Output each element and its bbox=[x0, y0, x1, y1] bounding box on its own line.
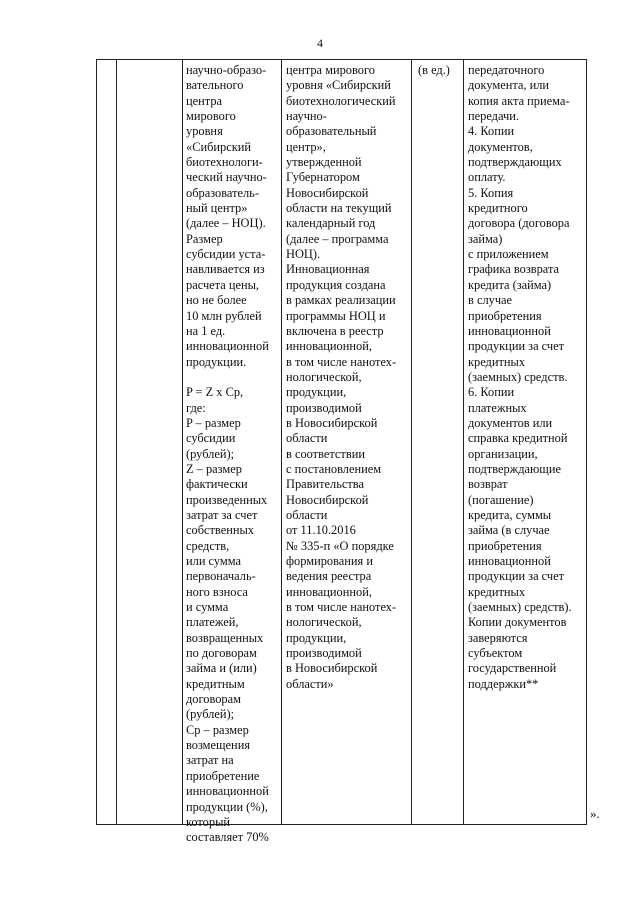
text-line: возврат bbox=[468, 477, 508, 492]
column-border bbox=[116, 59, 117, 824]
page-number: 4 bbox=[317, 36, 323, 50]
text-line: который bbox=[186, 814, 231, 829]
text-line: «Сибирский bbox=[186, 139, 252, 154]
text-line: затрат за счет bbox=[186, 507, 258, 522]
text-line: инновационной bbox=[468, 323, 551, 338]
text-line: P – размер bbox=[186, 415, 241, 430]
text-line: в случае bbox=[468, 293, 513, 308]
text-line: центра bbox=[186, 93, 223, 108]
text-line: продукции за счет bbox=[468, 339, 565, 354]
text-line: научно-образо- bbox=[186, 63, 267, 77]
text-line: (заемных) средств. bbox=[468, 369, 568, 384]
table-top-border bbox=[96, 59, 587, 60]
text-line: утвержденной bbox=[286, 155, 362, 170]
text-line: Размер bbox=[186, 231, 223, 246]
text-line: собственных bbox=[186, 523, 254, 538]
text-line: мирового bbox=[186, 109, 236, 124]
text-line: научно- bbox=[286, 109, 327, 124]
text-line: ного взноса bbox=[186, 584, 248, 599]
text-line: навливается из bbox=[186, 262, 265, 277]
text-line: или сумма bbox=[186, 554, 242, 568]
text-line: документов, bbox=[468, 139, 533, 154]
text-line: 4. Копии bbox=[468, 124, 515, 139]
text-line: платежных bbox=[468, 400, 527, 415]
text-line: вательного bbox=[186, 78, 244, 93]
text-line: инновационной, bbox=[286, 339, 372, 354]
text-line: где: bbox=[186, 400, 206, 415]
text-line: в Новосибирской bbox=[286, 661, 378, 676]
table-cell-documents bbox=[468, 63, 572, 692]
text-line: включена в реестр bbox=[286, 323, 384, 338]
text-line: расчета цены, bbox=[186, 277, 260, 292]
text-line: приобретения bbox=[468, 538, 542, 553]
text-line: инновационной, bbox=[286, 584, 372, 599]
text-line: справка кредитной bbox=[468, 431, 568, 446]
text-line: государственной bbox=[468, 661, 557, 676]
text-line: центра мирового bbox=[286, 63, 375, 77]
text-line: фактически bbox=[186, 477, 248, 492]
text-line: области bbox=[286, 431, 328, 446]
text-line: займа) bbox=[468, 231, 503, 246]
text-line: центр», bbox=[286, 139, 326, 154]
text-line: Z – размер bbox=[186, 461, 242, 476]
text-line: платежей, bbox=[186, 615, 239, 630]
text-line: P = Z x Cp, bbox=[186, 385, 244, 400]
text-line: календарный год bbox=[286, 216, 376, 231]
text-line: программы НОЦ и bbox=[286, 308, 386, 323]
column-border bbox=[411, 59, 412, 824]
text-line: продукции, bbox=[286, 385, 347, 400]
text-line: передачи. bbox=[468, 109, 519, 124]
text-line: (далее – НОЦ). bbox=[186, 216, 266, 231]
table-cell-subsidy-formula bbox=[186, 63, 269, 846]
text-line: средств, bbox=[186, 538, 230, 553]
text-line: продукции за счет bbox=[468, 569, 565, 584]
text-line: поддержки** bbox=[468, 676, 539, 691]
text-line: в рамках реализации bbox=[286, 293, 396, 308]
text-line: копия акта приема- bbox=[468, 93, 570, 108]
text-line: 6. Копии bbox=[468, 385, 515, 400]
text-line: в том числе нанотех- bbox=[286, 600, 397, 615]
text-line: в соответствии bbox=[286, 446, 365, 461]
text-line: подтверждающих bbox=[468, 155, 562, 170]
text-line: (заемных) средств). bbox=[468, 600, 572, 615]
text-line: ный центр» bbox=[186, 201, 248, 216]
text-line: с постановлением bbox=[286, 461, 382, 476]
text-line: возмещения bbox=[186, 738, 251, 753]
text-line: нологической, bbox=[286, 369, 362, 384]
text-line: кредита (займа) bbox=[468, 277, 552, 292]
text-line: (рублей); bbox=[186, 707, 235, 722]
text-line: графика возврата bbox=[468, 262, 560, 277]
column-border bbox=[463, 59, 464, 824]
text-line: ческий научно- bbox=[186, 170, 267, 185]
text-line: заверяются bbox=[468, 630, 528, 645]
text-line: субъектом bbox=[468, 646, 523, 661]
table-cell-unit bbox=[418, 63, 450, 78]
table-cell-criteria bbox=[286, 63, 396, 692]
text-line: кредитным bbox=[186, 676, 245, 691]
text-line: 5. Копия bbox=[468, 185, 514, 200]
text-line: на 1 ед. bbox=[186, 323, 226, 338]
column-border bbox=[96, 59, 97, 824]
text-line: (погашение) bbox=[468, 492, 534, 507]
text-line: продукции. bbox=[186, 354, 247, 369]
table-bottom-border bbox=[96, 824, 587, 825]
closing-quote-mark: ». bbox=[590, 806, 600, 821]
text-line: в Новосибирской bbox=[286, 415, 378, 430]
text-line: ведения реестра bbox=[286, 569, 372, 584]
text-line: № 335-п «О порядке bbox=[286, 538, 394, 553]
text-line: приобретения bbox=[468, 308, 542, 323]
text-line: кредита, суммы bbox=[468, 507, 552, 522]
column-border bbox=[586, 59, 587, 824]
text-line: уровня «Сибирский bbox=[286, 78, 391, 93]
text-line: но не более bbox=[186, 293, 247, 308]
text-line: образовательный bbox=[286, 124, 377, 139]
column-border bbox=[281, 59, 282, 824]
text-line: (в ед.) bbox=[418, 63, 450, 77]
text-line: договора (договора bbox=[468, 216, 570, 231]
text-line: займа и (или) bbox=[186, 661, 257, 676]
text-line: составляет 70% bbox=[186, 830, 269, 845]
text-line: кредитных bbox=[468, 584, 526, 599]
text-line: документов или bbox=[468, 415, 553, 430]
text-line: уровня bbox=[186, 124, 223, 139]
text-line: продукции, bbox=[286, 630, 347, 645]
text-line: продукция создана bbox=[286, 277, 386, 292]
text-line: в том числе нанотех- bbox=[286, 354, 397, 369]
text-line: Cp – размер bbox=[186, 722, 249, 737]
text-line: продукции (%), bbox=[186, 799, 268, 814]
text-line: и сумма bbox=[186, 600, 229, 615]
text-line: производимой bbox=[286, 646, 362, 661]
text-line bbox=[186, 370, 269, 385]
document-table bbox=[96, 59, 587, 845]
text-line: НОЦ). bbox=[286, 247, 321, 262]
text-line: затрат на bbox=[186, 753, 234, 768]
text-line: Правительства bbox=[286, 477, 364, 492]
text-line: возвращенных bbox=[186, 630, 264, 645]
text-line: Инновационная bbox=[286, 262, 370, 277]
text-line: субсидии уста- bbox=[186, 247, 266, 262]
text-line: займа (в случае bbox=[468, 523, 550, 538]
text-line: 10 млн рублей bbox=[186, 308, 262, 323]
text-line: производимой bbox=[286, 400, 362, 415]
text-line: подтверждающие bbox=[468, 461, 561, 476]
text-line: Новосибирской bbox=[286, 185, 369, 200]
text-line: документа, или bbox=[468, 78, 550, 93]
text-line: Губернатором bbox=[286, 170, 360, 185]
text-line: биотехнологи- bbox=[186, 155, 263, 170]
column-border bbox=[182, 59, 183, 824]
text-line: договорам bbox=[186, 692, 241, 707]
text-line: области на текущий bbox=[286, 201, 392, 216]
text-line: инновационной bbox=[186, 784, 269, 799]
text-line: инновационной bbox=[186, 339, 269, 354]
text-line: области bbox=[286, 507, 328, 522]
text-line: первоначаль- bbox=[186, 569, 256, 584]
text-line: инновационной bbox=[468, 554, 551, 568]
text-line: нологической, bbox=[286, 615, 362, 630]
text-line: кредитного bbox=[468, 201, 528, 216]
text-line: субсидии bbox=[186, 431, 236, 446]
text-line: с приложением bbox=[468, 247, 549, 262]
text-line: Новосибирской bbox=[286, 492, 369, 507]
text-line: приобретение bbox=[186, 768, 260, 783]
text-line: формирования и bbox=[286, 554, 373, 568]
text-line: области» bbox=[286, 676, 334, 691]
text-line: передаточного bbox=[468, 63, 545, 77]
text-line: (рублей); bbox=[186, 446, 235, 461]
text-line: образователь- bbox=[186, 185, 259, 200]
text-line: Копии документов bbox=[468, 615, 567, 630]
text-line: (далее – программа bbox=[286, 231, 389, 246]
text-line: биотехнологический bbox=[286, 93, 396, 108]
text-line: оплату. bbox=[468, 170, 506, 185]
text-line: организации, bbox=[468, 446, 538, 461]
text-line: по договорам bbox=[186, 646, 257, 661]
text-line: кредитных bbox=[468, 354, 526, 369]
text-line: произведенных bbox=[186, 492, 268, 507]
text-line: от 11.10.2016 bbox=[286, 523, 356, 538]
